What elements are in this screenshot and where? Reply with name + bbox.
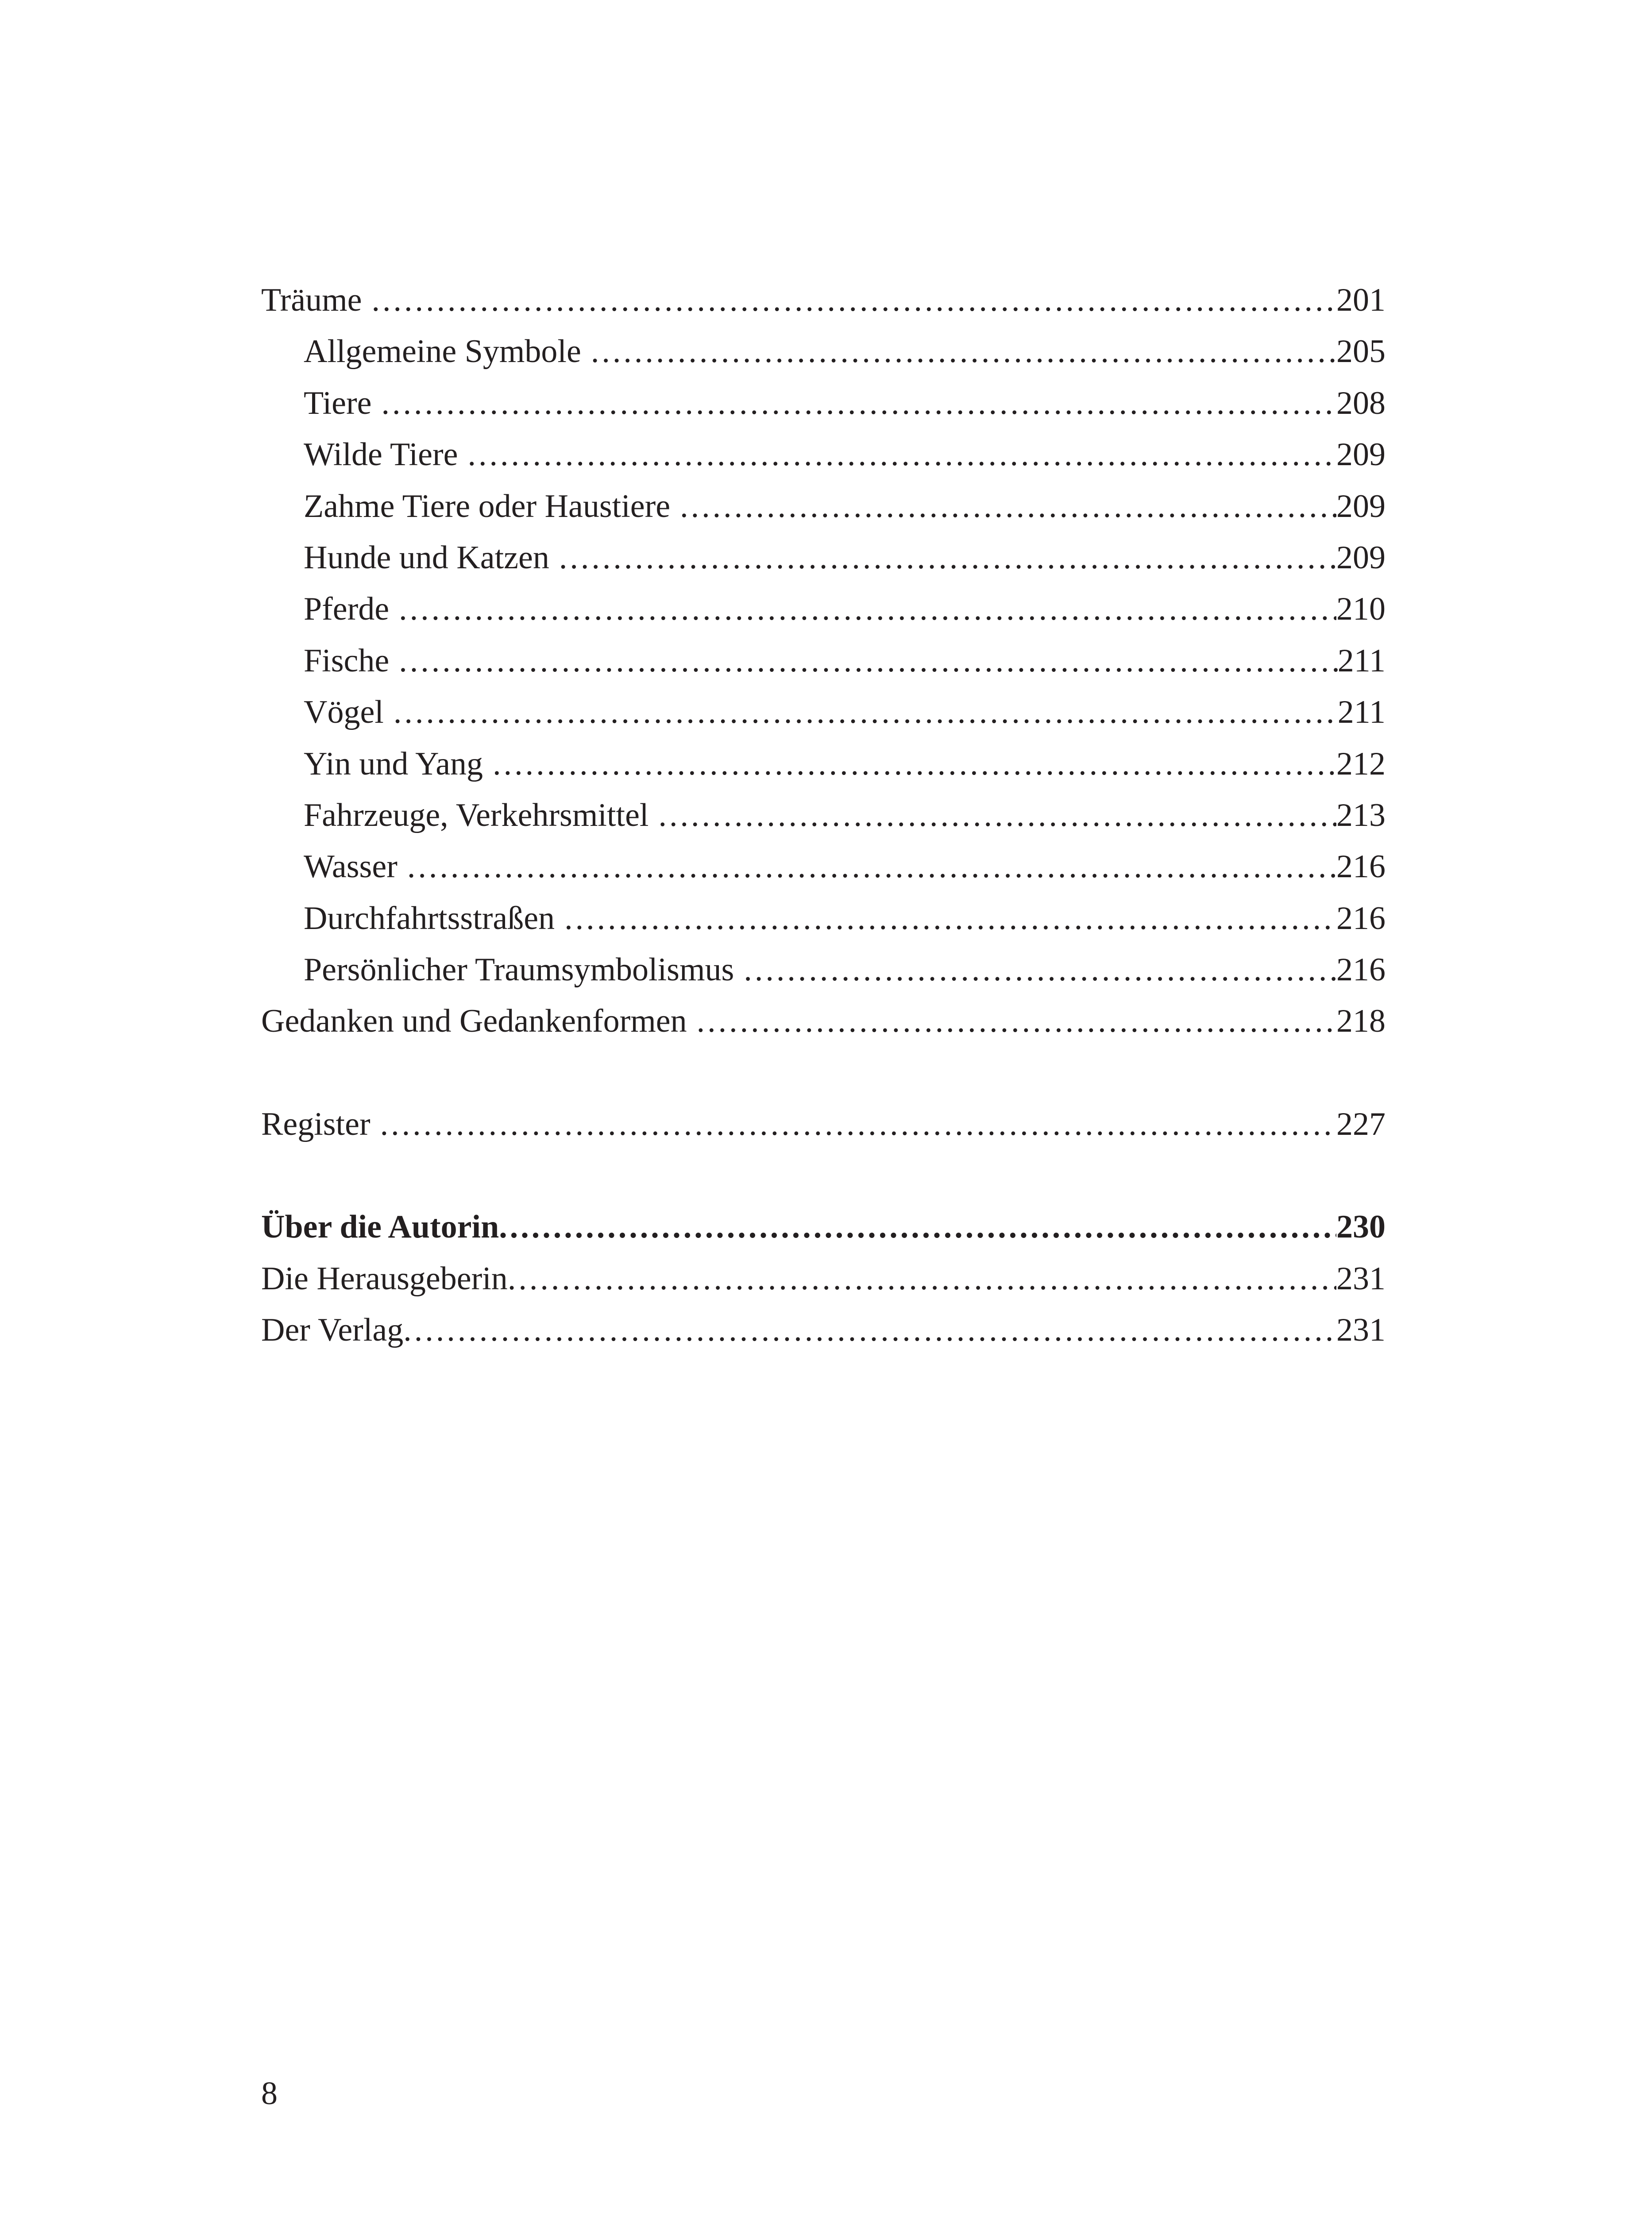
toc-entry-page: 209 [1336,539,1386,576]
toc-entry-zahme-tiere [261,481,1386,532]
toc-entry-yin-und-yang [261,738,1386,790]
toc-entry-page: 216 [1336,900,1386,937]
toc-entry-label: Allgemeine Symbole [304,333,581,370]
toc-entry-allgemeine-symbole [261,326,1386,377]
toc-entry-page: 210 [1336,591,1386,628]
toc-dot-leader [399,583,1336,635]
toc-dot-leader [380,1099,1336,1150]
page-number: 8 [261,2075,278,2112]
toc-entry-die-herausgeberin [261,1253,1386,1304]
toc-entry-durchfahrtsstrassen [261,893,1386,944]
toc-entry-label: Über die Autorin [261,1209,499,1245]
toc-entry-pferde [261,583,1386,635]
toc-entry-label: Fische [304,642,390,679]
toc-dot-leader [407,841,1336,892]
toc-entry-page: 211 [1337,642,1386,679]
toc-dot-leader [372,274,1337,326]
toc-entry-label: Persönlicher Traumsymbolismus [304,952,734,988]
toc-entry-label: Register [261,1106,371,1142]
toc-entry-page: 231 [1336,1260,1386,1297]
toc-dot-leader [382,378,1337,429]
toc-entry-wilde-tiere [261,429,1386,480]
toc-entry-page: 208 [1336,385,1386,421]
toc-entry-register [261,1099,1386,1150]
toc-entry-label: Yin und Yang [304,745,483,782]
toc-entry-page: 201 [1336,282,1386,318]
toc-entry-label: Wasser [304,848,398,885]
toc-entry-label: Die Herausgeberin [261,1260,508,1297]
toc-entry-page: 216 [1336,952,1386,988]
toc-dot-leader [564,893,1336,944]
toc-entry-traeume [261,274,1386,326]
toc-entry-page: 230 [1336,1209,1386,1245]
toc-entry-page: 205 [1336,333,1386,370]
toc-dot-leader [394,686,1338,738]
toc-entry-gedanken [261,995,1386,1047]
toc-entry-fahrzeuge [261,790,1386,841]
toc-entry-label: Hunde und Katzen [304,539,549,576]
toc-dot-leader [659,790,1337,841]
toc-dot-leader [559,532,1336,583]
toc-entry-label: Der Verlag [261,1312,404,1349]
toc-entry-ueber-die-autorin [261,1201,1386,1253]
toc-entry-page: 209 [1336,436,1386,473]
toc-entry-der-verlag [261,1304,1386,1356]
toc-dot-leader [680,481,1336,532]
toc-entry-page: 209 [1336,488,1386,524]
toc-dot-leader [493,738,1336,790]
toc-entry-fische [261,635,1386,686]
toc-entry-page: 227 [1336,1106,1386,1142]
toc-entry-persoenlicher-traumsymbolismus [261,944,1386,995]
toc-entry-page: 211 [1337,694,1386,731]
toc-entry-page: 231 [1336,1312,1386,1349]
toc-entry-page: 213 [1336,797,1386,833]
toc-entry-wasser [261,841,1386,892]
toc-entry-label: Durchfahrtsstraßen [304,900,555,937]
toc-entry-tiere [261,378,1386,429]
toc-entry-label: Vögel [304,694,384,731]
toc-entry-label: Träume [261,282,362,318]
toc-dot-leader [591,326,1336,377]
toc-entry-label: Zahme Tiere oder Haustiere [304,488,671,524]
toc-entry-page: 216 [1336,848,1386,885]
toc-entry-label: Fahrzeuge, Verkehrsmittel [304,797,649,833]
toc-dot-leader [508,1253,1336,1304]
table-of-contents [261,274,1386,1356]
toc-entry-label: Pferde [304,591,390,628]
toc-dot-leader [499,1201,1336,1253]
toc-entry-label: Gedanken und Gedankenformen [261,1003,687,1040]
toc-entry-label: Tiere [304,385,372,421]
toc-entry-voegel [261,686,1386,738]
toc-entry-hunde-und-katzen [261,532,1386,583]
toc-entry-label: Wilde Tiere [304,436,458,473]
toc-dot-leader [744,944,1336,995]
toc-entry-page: 212 [1336,745,1386,782]
toc-dot-leader [468,429,1336,480]
toc-dot-leader [403,1304,1336,1356]
toc-dot-leader [399,635,1338,686]
toc-entry-page: 218 [1336,1003,1386,1040]
toc-dot-leader [697,995,1336,1047]
